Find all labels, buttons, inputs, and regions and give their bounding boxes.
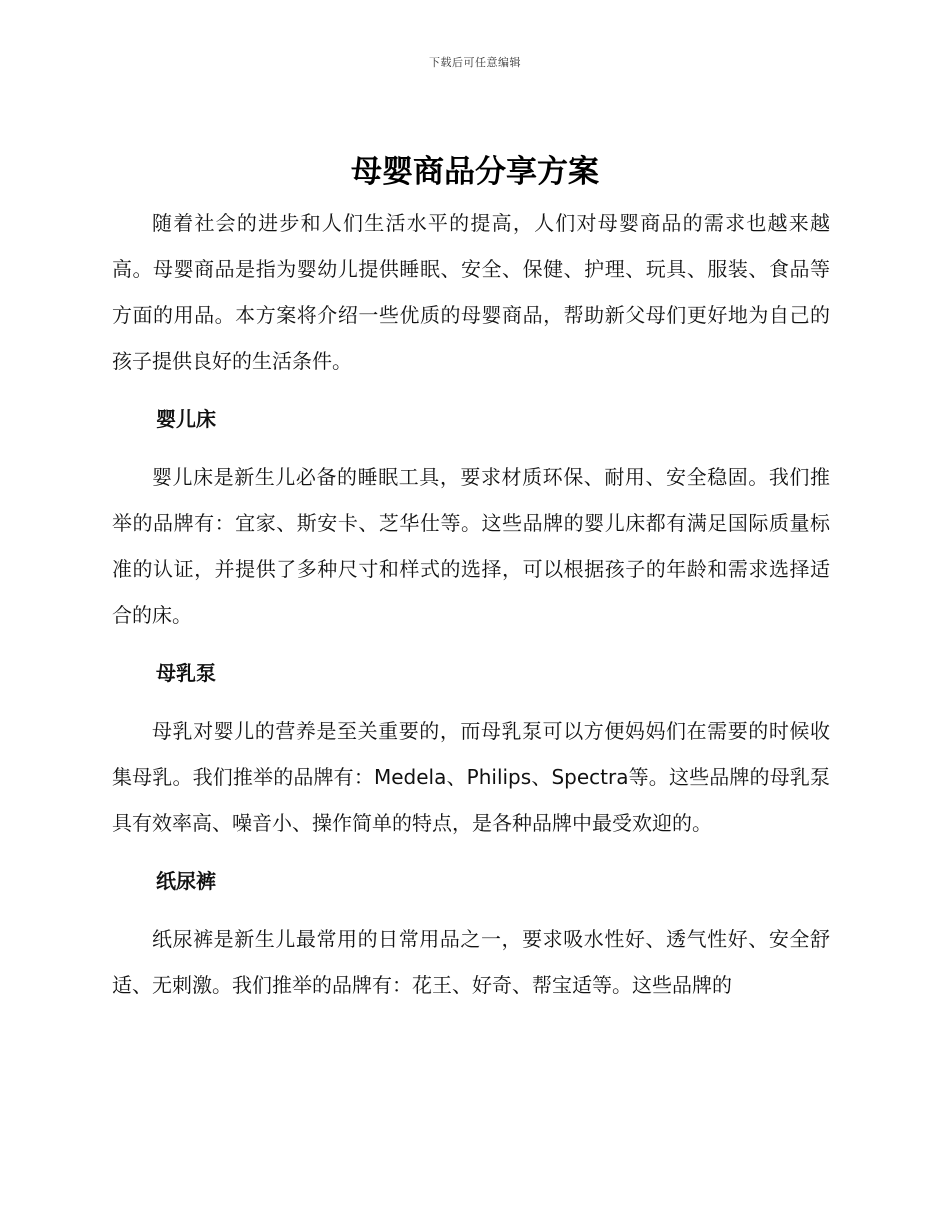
page-header-note: 下载后可任意编辑 [429,56,521,69]
section-heading-crib: 婴儿床 [156,407,216,431]
section-heading-breast-pump: 母乳泵 [156,661,216,685]
section-body-crib: 婴儿床是新生儿必备的睡眠工具，要求材质环保、耐用、安全稳固。我们推举的品牌有：宜家、斯安卡、芝华仕等。这些品牌的婴儿床都有满足国际质量标准的认证，并提供了多种尺寸和样式的选择，可以根据孩子的年龄和需求选择适合的床。 [112,465,830,627]
section-body-breast-pump: 母乳对婴儿的营养是至关重要的，而母乳泵可以方便妈妈们在需要的时候收集母乳。我们推举的品牌有：Medela、Philips、Spectra等。这些品牌的母乳泵具有效率高、噪音小、操作简单的特点，是各种品牌中最受欢迎的。 [112,719,830,835]
intro-paragraph: 随着社会的进步和人们生活水平的提高，人们对母婴商品的需求也越来越高。母婴商品是指为婴幼儿提供睡眠、安全、保健、护理、玩具、服装、食品等方面的用品。本方案将介绍一些优质的母婴商品，帮助新父母们更好地为自己的孩子提供良好的生活条件。 [112,211,830,373]
section-body-diapers: 纸尿裤是新生儿最常用的日常用品之一，要求吸水性好、透气性好、安全舒适、无刺激。我们推举的品牌有：花王、好奇、帮宝适等。这些品牌的 [112,927,830,997]
document-title: 母婴商品分享方案 [351,154,599,190]
document-body [112,200,830,1008]
section-heading-diapers: 纸尿裤 [156,869,216,893]
